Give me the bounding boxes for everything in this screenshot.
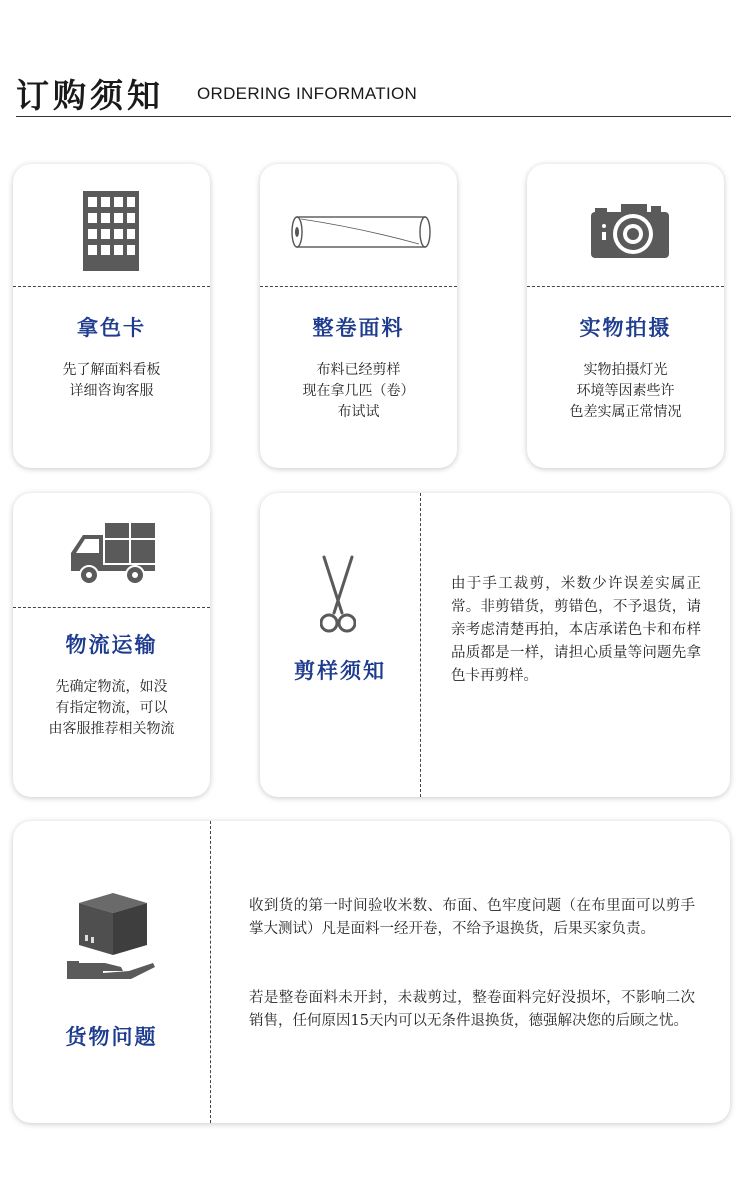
page-title: 订购须知: [16, 76, 164, 115]
card-divider: [527, 286, 724, 287]
card-title: 拿色卡: [77, 315, 146, 340]
full-roll-card: [260, 164, 457, 468]
cutting-notice-card: [260, 493, 730, 797]
fabric-roll-icon: [291, 214, 431, 254]
card-line: 先确定物流，如没: [55, 679, 168, 695]
card-line: 色差实属正常情况: [569, 404, 682, 420]
card-line: 现在拿几匹（卷）: [302, 383, 415, 399]
card-divider: [420, 493, 421, 797]
card-line: 布料已经剪样: [316, 362, 401, 378]
delivery-truck-icon: [69, 521, 157, 591]
card-body: [527, 360, 724, 423]
goods-issue-card: [13, 821, 730, 1123]
scissors-icon: [320, 555, 356, 641]
goods-issue-paragraph: 收到货的第一时间验收米数、布面、色牢度问题（在布里面可以剪手掌大测试）凡是面料一经开卷，不给予退换货，后果买家负责。: [249, 898, 695, 937]
camera-icon: [589, 200, 671, 264]
color-card-card: [13, 164, 210, 468]
card-title: 物流运输: [65, 632, 158, 657]
card-body: [13, 360, 210, 402]
card-divider: [210, 821, 211, 1123]
card-line: 实物拍摄灯光: [583, 362, 668, 378]
card-body: [13, 677, 210, 740]
card-title: 货物问题: [65, 1024, 158, 1049]
card-line: 详细咨询客服: [69, 383, 154, 399]
logistics-card: [13, 493, 210, 797]
card-divider: [13, 607, 210, 608]
card-title: 整卷面料: [312, 315, 405, 340]
card-title: 剪样须知: [294, 658, 386, 683]
color-swatch-grid-icon: [83, 191, 139, 275]
photo-card: [527, 164, 724, 468]
cutting-notice-text: 由于手工裁剪，米数少许误差实属正常。非剪错货，剪错色，不予退货，请亲考虑清楚再拍，本店承诺色卡和布样品质都是一样，请担心质量等问题先拿色卡再剪样。: [451, 576, 701, 684]
card-title: 实物拍摄: [579, 315, 672, 340]
box-on-hand-icon: [65, 891, 157, 991]
card-line: 环境等因素些许: [576, 383, 675, 399]
card-divider: [260, 286, 457, 287]
card-divider: [13, 286, 210, 287]
page-subtitle: ORDERING INFORMATION: [197, 84, 418, 103]
goods-issue-paragraph: 若是整卷面料未开封，未裁剪过，整卷面料完好没损坏，不影响二次销售，任何原因15天内可以无条件退换货，德强解决您的后顾之忧。: [249, 990, 695, 1029]
card-body: [260, 360, 457, 423]
card-line: 有指定物流，可以: [55, 700, 168, 716]
card-line: 由客服推荐相关物流: [48, 721, 175, 737]
card-line: 布试试: [337, 404, 380, 420]
card-line: 先了解面料看板: [62, 362, 161, 378]
header-divider: [16, 116, 731, 117]
